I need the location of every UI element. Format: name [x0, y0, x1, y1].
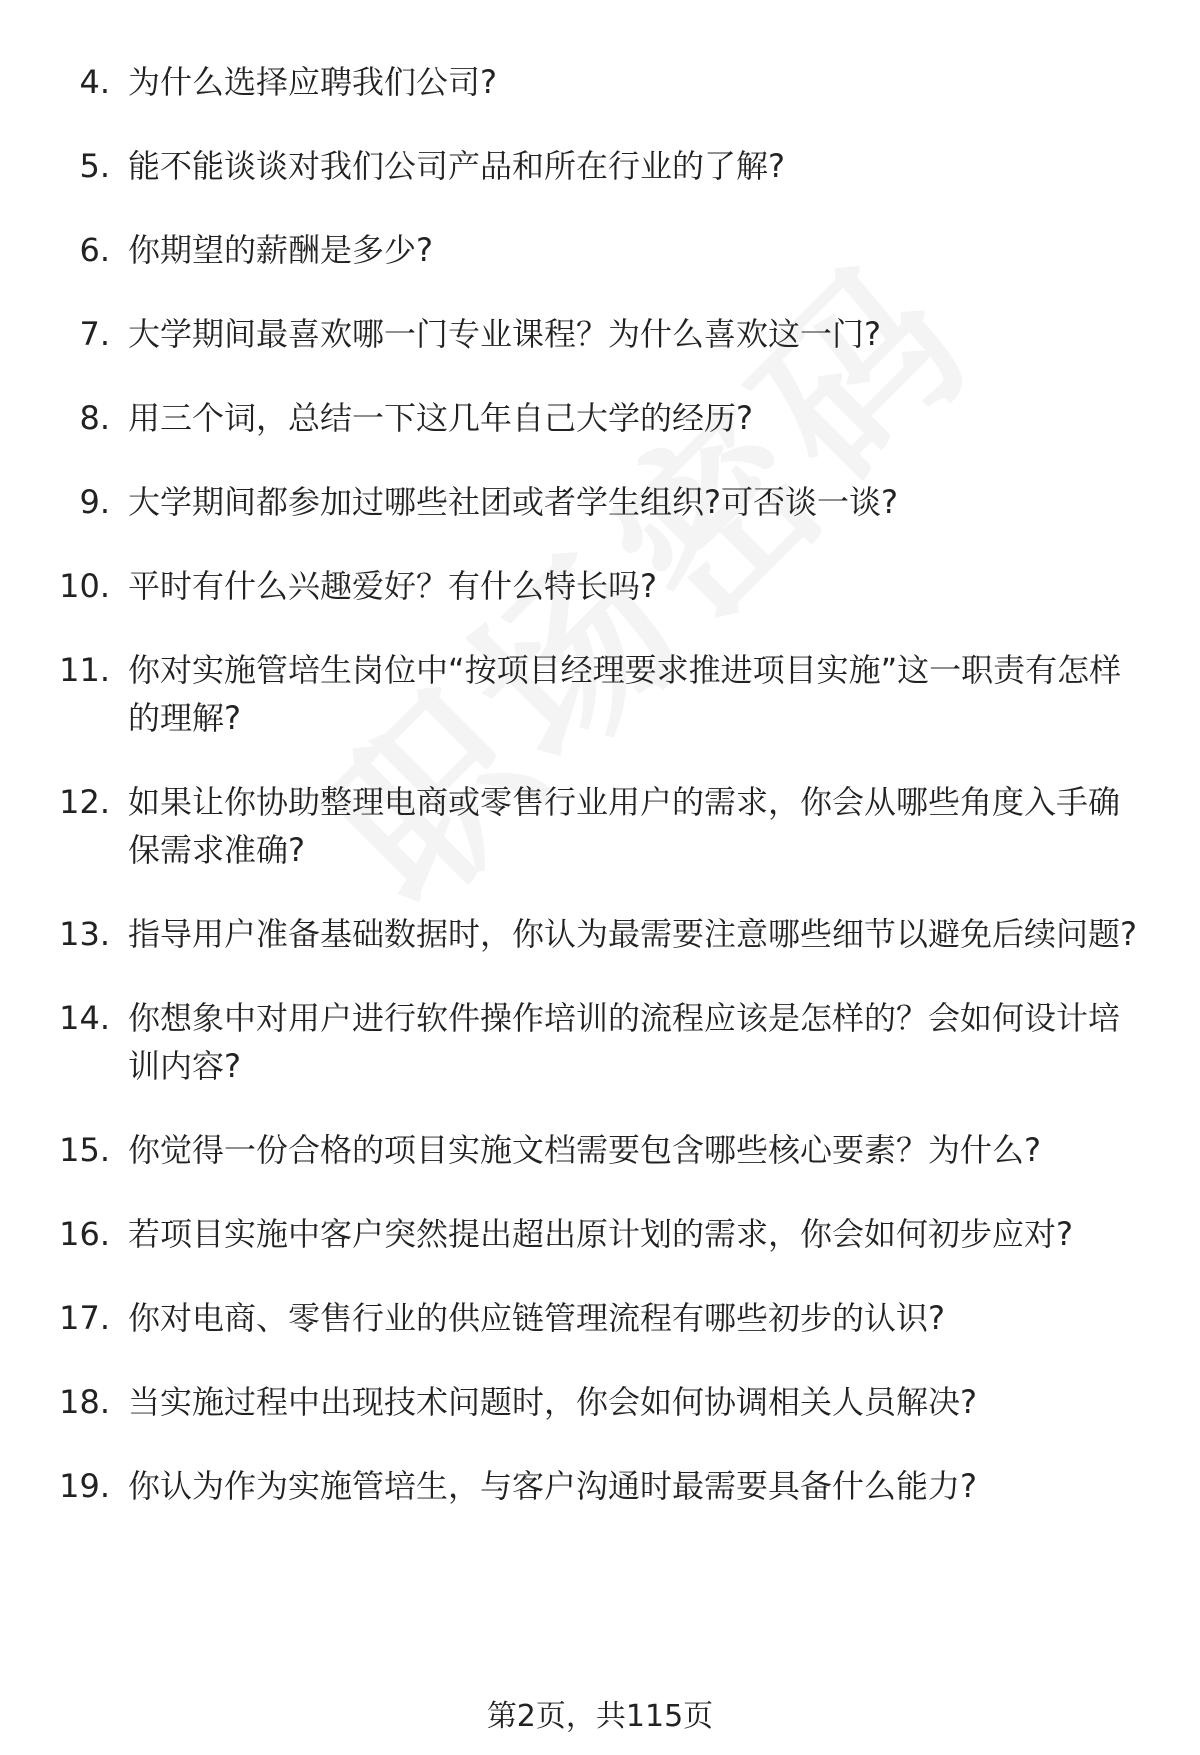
- page-footer: 第2页，共115页: [486, 1699, 714, 1734]
- question-number: 16.: [59, 1215, 110, 1253]
- question-text: 能不能谈谈对我们公司产品和所在行业的了解?: [128, 147, 785, 185]
- question-text: 你想象中对用户进行软件操作培训的流程应该是怎样的？会如何设计培训内容?: [128, 999, 1121, 1085]
- question-number: 12.: [59, 783, 110, 821]
- question-item: [0, 226, 1200, 274]
- question-text: 为什么选择应聘我们公司?: [128, 63, 497, 101]
- question-item: [0, 1210, 1200, 1258]
- question-item: [0, 1378, 1200, 1426]
- question-text: 用三个词，总结一下这几年自己大学的经历?: [128, 399, 753, 437]
- question-item: [0, 646, 1200, 742]
- question-number: 13.: [59, 915, 110, 953]
- question-number: 15.: [59, 1131, 110, 1169]
- question-text: 你认为作为实施管培生，与客户沟通时最需要具备什么能力?: [128, 1467, 977, 1505]
- question-item: [0, 1462, 1200, 1510]
- question-item: [0, 310, 1200, 358]
- question-text: 若项目实施中客户突然提出超出原计划的需求，你会如何初步应对?: [128, 1215, 1073, 1253]
- question-number: 11.: [59, 651, 110, 689]
- question-item: [0, 778, 1200, 874]
- question-number: 5.: [79, 147, 110, 185]
- question-text: 大学期间最喜欢哪一门专业课程？为什么喜欢这一门?: [128, 315, 881, 353]
- question-item: [0, 58, 1200, 106]
- question-text: 如果让你协助整理电商或零售行业用户的需求，你会从哪些角度入手确保需求准确?: [128, 783, 1121, 869]
- question-item: [0, 910, 1200, 958]
- question-item: [0, 1126, 1200, 1174]
- question-text: 指导用户准备基础数据时，你认为最需要注意哪些细节以避免后续问题?: [128, 915, 1137, 953]
- question-item: [0, 142, 1200, 190]
- question-text: 你对实施管培生岗位中“按项目经理要求推进项目实施”这一职责有怎样的理解?: [128, 651, 1122, 737]
- question-number: 17.: [59, 1299, 110, 1337]
- question-number: 18.: [59, 1383, 110, 1421]
- question-number: 9.: [79, 483, 110, 521]
- question-text: 当实施过程中出现技术问题时，你会如何协调相关人员解决?: [128, 1383, 977, 1421]
- question-item: [0, 1294, 1200, 1342]
- question-number: 19.: [59, 1467, 110, 1505]
- question-number: 10.: [59, 567, 110, 605]
- question-item: [0, 478, 1200, 526]
- question-number: 4.: [79, 63, 110, 101]
- question-text: 你对电商、零售行业的供应链管理流程有哪些初步的认识?: [128, 1299, 945, 1337]
- question-number: 6.: [79, 231, 110, 269]
- question-text: 你期望的薪酬是多少?: [128, 231, 433, 269]
- question-text: 平时有什么兴趣爱好？有什么特长吗?: [128, 567, 657, 605]
- question-text: 你觉得一份合格的项目实施文档需要包含哪些核心要素？为什么?: [128, 1131, 1041, 1169]
- question-item: [0, 394, 1200, 442]
- question-number: 7.: [79, 315, 110, 353]
- question-number: 14.: [59, 999, 110, 1037]
- question-list: [0, 58, 1200, 1546]
- question-item: [0, 562, 1200, 610]
- question-item: [0, 994, 1200, 1090]
- question-text: 大学期间都参加过哪些社团或者学生组织?可否谈一谈?: [128, 483, 898, 521]
- question-number: 8.: [79, 399, 110, 437]
